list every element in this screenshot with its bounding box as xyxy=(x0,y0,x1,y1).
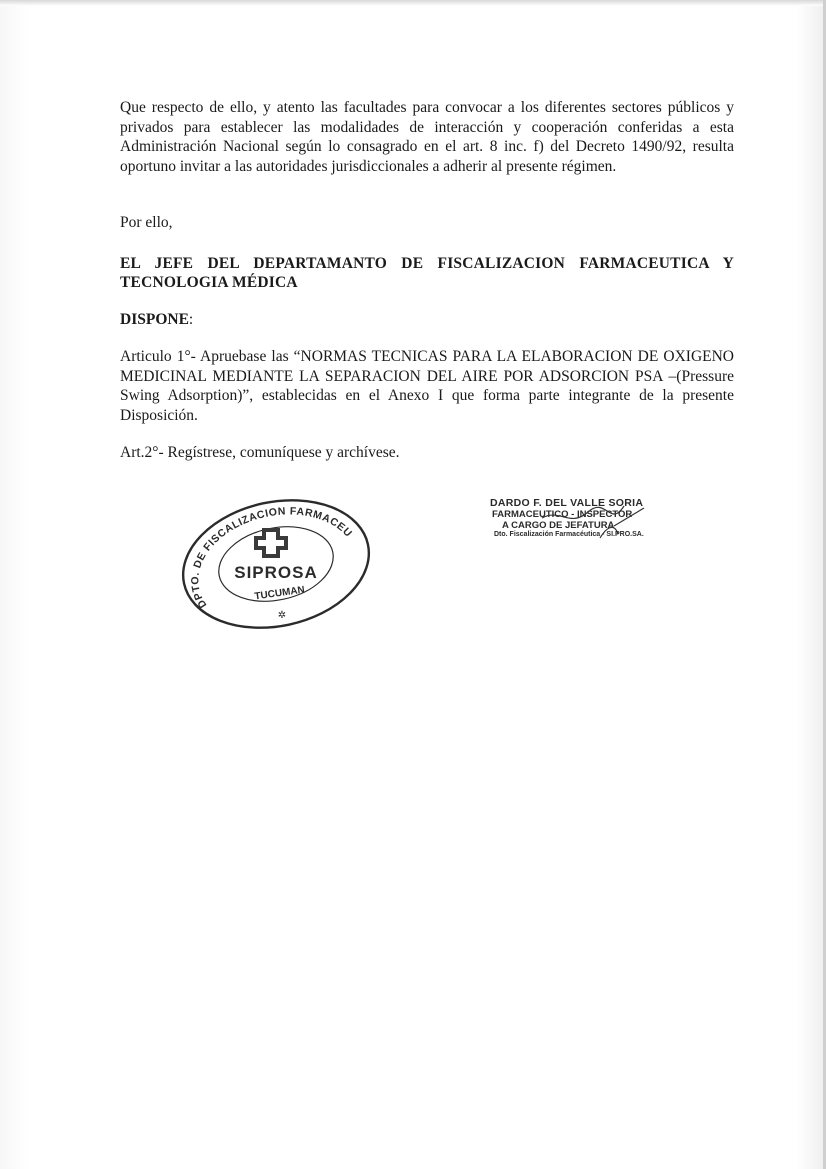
handwritten-signature xyxy=(540,498,650,546)
signature-title: FARMACEUTICO - INSPECTOR xyxy=(492,509,633,520)
article-1: Articulo 1°- Apruebase las “NORMAS TECNICAS PARA LA ELABORACION DE OXIGENO MEDICINAL MEDIANTE LA SEPARACION DEL AIRE POR ADSORCION PSA –(Pressure Swing Adsorption)”, establecidas en el Anexo I que forma parte integrante de la presente Disposición. xyxy=(120,348,734,424)
signature-role: A CARGO DE JEFATURA xyxy=(502,520,615,531)
scan-top-edge xyxy=(0,0,826,6)
signature-department: Dto. Fiscalización Farmacéutica - SI.PRO.SA. xyxy=(494,531,644,538)
seal-emblem-text: SIPROSA xyxy=(234,563,318,582)
seal-city-text: TUCUMAN xyxy=(253,584,306,603)
official-seal xyxy=(176,494,376,634)
heading-jefe-departamento: EL JEFE DEL DEPARTAMANTO DE FISCALIZACION FARMACEUTICA Y TECNOLOGIA MÉDICA xyxy=(120,255,734,291)
seal-star-icon: ✲ xyxy=(277,610,287,621)
paragraph-considerando: Que respecto de ello, y atento las facultades para convocar a los diferentes sectores públicos y privados para establecer las modalidades de interacción y cooperación conferidas a esta Administración Nacional según lo consagrado en el art. 8 inc. f) del Decreto 1490/92, resulta oportuno invitar a las autoridades jurisdiccionales a adherir al presente régimen. xyxy=(120,99,734,175)
dispone-label: DISPONE xyxy=(120,311,189,328)
paragraph-por-ello: Por ello, xyxy=(120,214,173,231)
signature-name: DARDO F. DEL VALLE SORIA xyxy=(490,497,644,509)
article-2: Art.2°- Regístrese, comuníquese y archívese. xyxy=(120,444,400,461)
dispone-heading xyxy=(120,310,734,330)
dispone-colon: : xyxy=(188,311,194,328)
seal-cross-emblem xyxy=(254,528,288,558)
seal-ring-text: DPTO. DE FISCALIZACION FARMACEUTICA xyxy=(189,505,355,611)
